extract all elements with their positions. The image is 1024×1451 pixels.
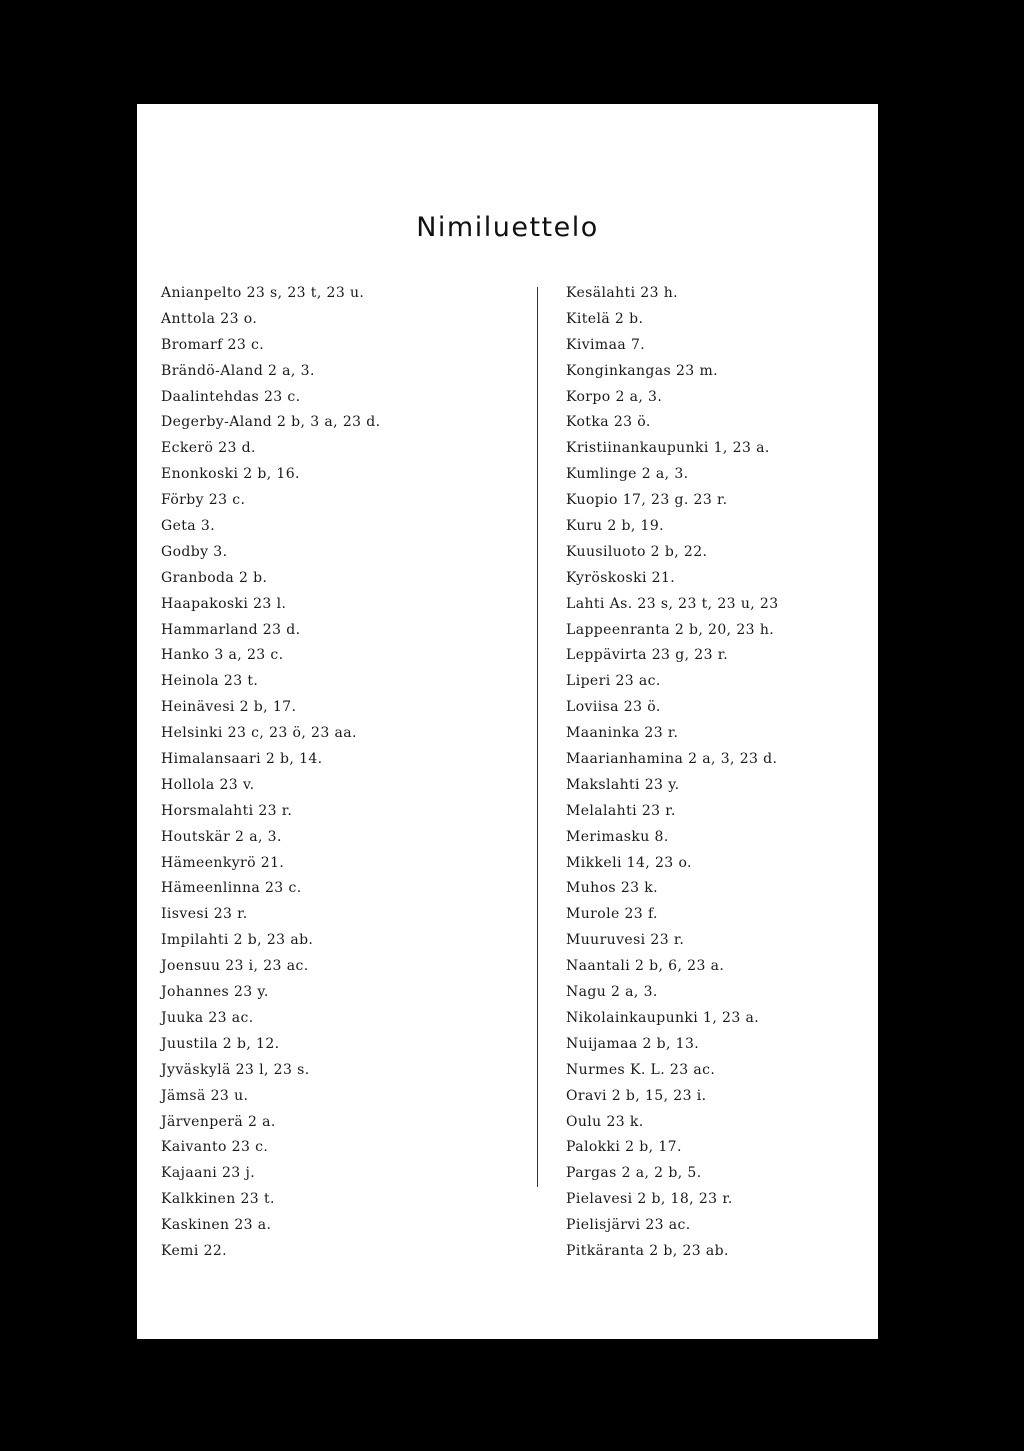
- column-divider: [537, 287, 538, 1187]
- index-entry: Brändö-Aland 2 a, 3.: [161, 362, 315, 379]
- index-entry: Kristiinankaupunki 1, 23 a.: [566, 440, 770, 457]
- index-entry: Kaivanto 23 c.: [161, 1139, 269, 1156]
- index-entry: Joensuu 23 i, 23 ac.: [161, 958, 309, 975]
- index-entry: Johannes 23 y.: [161, 984, 269, 1001]
- index-entry: Kuopio 17, 23 g. 23 r.: [566, 492, 728, 509]
- index-entry: Houtskär 2 a, 3.: [161, 828, 282, 845]
- index-entry: Melalahti 23 r.: [566, 802, 676, 819]
- index-entry: Merimasku 8.: [566, 828, 669, 845]
- index-entry: Muhos 23 k.: [566, 880, 659, 897]
- index-entry: Hämeenlinna 23 c.: [161, 880, 302, 897]
- index-entry: Leppävirta 23 g, 23 r.: [566, 647, 729, 664]
- index-entry: Himalansaari 2 b, 14.: [161, 751, 323, 768]
- index-entry: Kivimaa 7.: [566, 336, 646, 353]
- index-entry: Anianpelto 23 s, 23 t, 23 u.: [161, 285, 365, 301]
- index-entry: Daalintehdas 23 c.: [161, 388, 301, 405]
- index-entry: Järvenperä 2 a.: [161, 1113, 276, 1130]
- index-entry: Maaninka 23 r.: [566, 725, 679, 742]
- index-entry: Mikkeli 14, 23 o.: [566, 854, 692, 871]
- index-entry: Eckerö 23 d.: [161, 440, 256, 457]
- index-entry: Kitelä 2 b.: [566, 310, 644, 327]
- index-entry: Heinävesi 2 b, 17.: [161, 699, 297, 716]
- index-entry: Hämeenkyrö 21.: [161, 854, 285, 871]
- index-entry: Helsinki 23 c, 23 ö, 23 aa.: [161, 725, 357, 742]
- index-entry: Kuusiluoto 2 b, 22.: [566, 543, 708, 560]
- index-entry: Pielisjärvi 23 ac.: [566, 1217, 691, 1234]
- index-entry: Nikolainkaupunki 1, 23 a.: [566, 1009, 760, 1026]
- index-entry: Korpo 2 a, 3.: [566, 388, 663, 405]
- index-entry: Kalkkinen 23 t.: [161, 1191, 275, 1208]
- document-page: [137, 104, 878, 1339]
- index-entry: Anttola 23 o.: [161, 310, 258, 327]
- index-entry: Godby 3.: [161, 543, 228, 560]
- index-entry: Hanko 3 a, 23 c.: [161, 647, 284, 664]
- index-entry: Kesälahti 23 h.: [566, 285, 679, 301]
- index-entry: Impilahti 2 b, 23 ab.: [161, 932, 314, 949]
- index-entry: Horsmalahti 23 r.: [161, 802, 293, 819]
- index-entry: Kajaani 23 j.: [161, 1165, 256, 1182]
- index-entry: Juuka 23 ac.: [161, 1009, 254, 1026]
- index-entry: Jämsä 23 u.: [161, 1087, 249, 1104]
- index-entry: Lahti As. 23 s, 23 t, 23 u, 23: [566, 595, 779, 612]
- index-entry: Lappeenranta 2 b, 20, 23 h.: [566, 621, 775, 638]
- index-entry: Pargas 2 a, 2 b, 5.: [566, 1165, 702, 1182]
- index-entry: Muuruvesi 23 r.: [566, 932, 685, 949]
- index-entry: Nurmes K. L. 23 ac.: [566, 1061, 716, 1078]
- index-entry: Nagu 2 a, 3.: [566, 984, 658, 1001]
- index-entry: Nuijamaa 2 b, 13.: [566, 1035, 700, 1052]
- index-column-left: [161, 281, 521, 1265]
- index-entry: Enonkoski 2 b, 16.: [161, 466, 300, 483]
- index-column-right: [566, 281, 866, 1265]
- index-entry: Murole 23 f.: [566, 906, 658, 923]
- index-entry: Maarianhamina 2 a, 3, 23 d.: [566, 751, 778, 768]
- index-entry: Makslahti 23 y.: [566, 776, 680, 793]
- index-entry: Kumlinge 2 a, 3.: [566, 466, 689, 483]
- index-entry: Haapakoski 23 l.: [161, 595, 287, 612]
- index-entry: Liperi 23 ac.: [566, 673, 661, 690]
- index-entry: Kyröskoski 21.: [566, 569, 676, 586]
- index-entry: Kemi 22.: [161, 1242, 228, 1259]
- index-entry: Naantali 2 b, 6, 23 a.: [566, 958, 725, 975]
- index-entry: Kaskinen 23 a.: [161, 1217, 272, 1234]
- index-entry: Jyväskylä 23 l, 23 s.: [161, 1061, 310, 1078]
- index-entry: Pitkäranta 2 b, 23 ab.: [566, 1242, 729, 1259]
- index-entry: Heinola 23 t.: [161, 673, 259, 690]
- index-entry: Konginkangas 23 m.: [566, 362, 718, 379]
- index-entry: Juustila 2 b, 12.: [161, 1035, 280, 1052]
- index-entry: Kuru 2 b, 19.: [566, 518, 665, 535]
- index-entry: Degerby-Aland 2 b, 3 a, 23 d.: [161, 414, 381, 431]
- index-entry: Kotka 23 ö.: [566, 414, 651, 431]
- index-entry: Iisvesi 23 r.: [161, 906, 248, 923]
- index-entry: Pielavesi 2 b, 18, 23 r.: [566, 1191, 733, 1208]
- page-title: Nimiluettelo: [416, 212, 599, 243]
- index-entry: Oravi 2 b, 15, 23 i.: [566, 1087, 707, 1104]
- index-entry: Loviisa 23 ö.: [566, 699, 661, 716]
- index-entry: Hollola 23 v.: [161, 776, 255, 793]
- index-entry: Hammarland 23 d.: [161, 621, 301, 638]
- index-entry: Granboda 2 b.: [161, 569, 268, 586]
- index-entry: Förby 23 c.: [161, 492, 246, 509]
- index-entry: Bromarf 23 c.: [161, 336, 265, 353]
- index-entry: Geta 3.: [161, 518, 216, 535]
- index-entry: Palokki 2 b, 17.: [566, 1139, 682, 1156]
- index-entry: Oulu 23 k.: [566, 1113, 644, 1130]
